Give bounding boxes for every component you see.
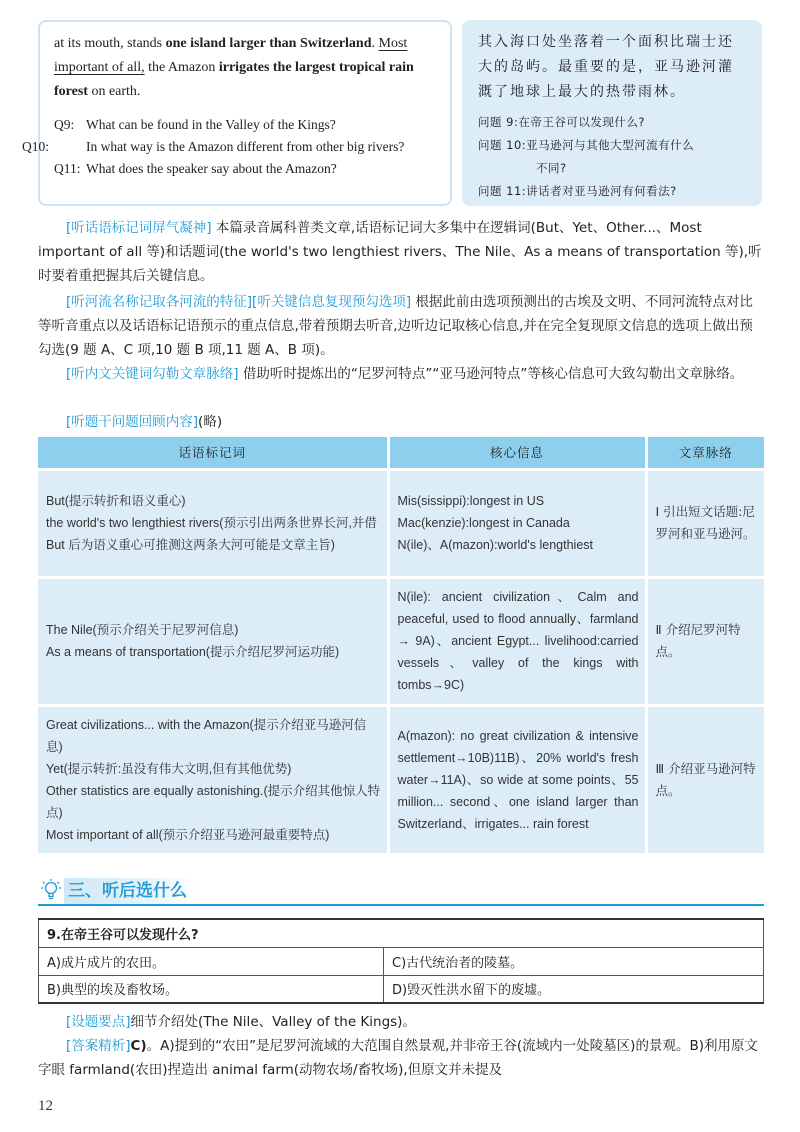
header-outline: 文章脉络 [646, 437, 764, 469]
strategy-paragraph-2: [听河流名称记取各河流的特征][听关键信息复现预勾选项] 根据此前由选项预测出的古埃及文明、不同河流特点对比等听音重点以及话语标记语预示的重点信息,带着预期去听音,边听边记取核心信息,并在完全复现原文信息的选项上做出预勾选(9 题 A、C 项,10 题 B 项,11 题 A、B 项)。 [38, 294, 753, 358]
core-cell: Mis(sissippi):longest in US Mac(kenzie):longest in Canada N(ile)、A(mazon):world's lengthiest [388, 469, 646, 577]
strategy-tag: [听关键信息复现预勾选项] [252, 294, 412, 310]
option-row [39, 975, 764, 1003]
option-b: B)典型的埃及畜牧场。 [39, 975, 384, 1003]
table-row [38, 577, 764, 705]
chinese-translation-box [462, 20, 762, 206]
transcript-paragraph: at its mouth, stands one island larger than Switzerland. Most important of all, the Amazon irrigates the largest tropical rain forest on earth. [54, 36, 414, 99]
question-q9: Q9: What can be found in the Valley of the Kings? [54, 117, 336, 132]
strategy-paragraph-3: [听内文关键词勾勒文章脉络] 借助听时提炼出的“尼罗河特点”“亚马逊河特点”等核心信息可大致勾勒出文章脉络。 [66, 366, 744, 382]
strategy-tag: [听内文关键词勾勒文章脉络] [66, 366, 239, 382]
answer-letter: C) [130, 1038, 147, 1054]
strategy-tag: [听话语标记词屏气凝神] [66, 220, 212, 236]
header-markers: 话语标记词 [38, 437, 388, 469]
analysis-tag: [设题要点] [66, 1014, 131, 1030]
table-row [38, 469, 764, 577]
question-row [39, 919, 764, 947]
strategy-paragraph-4: [听题干问题回顾内容](略) [66, 414, 223, 430]
question-text: 9.在帝王谷可以发现什么? [39, 919, 764, 947]
question-q11: Q11: What does the speaker say about the Amazon? [54, 161, 337, 176]
table-row [38, 705, 764, 853]
section-title: 三、听后选什么 [64, 878, 197, 904]
analysis-table [38, 437, 764, 853]
header-core-info: 核心信息 [388, 437, 646, 469]
translation-q10: 问题 10:亚马逊河与其他大型河流有什么 [478, 138, 695, 152]
option-c: C)古代统治者的陵墓。 [384, 947, 764, 975]
strategy-paragraph-1: [听话语标记词屏气凝神] 本篇录音属科普类文章,话语标记词大多集中在逻辑词(But、Yet、Other...、Most important of all 等)和话题词(the world's two lengthiest rivers、The Nile、As a means of transportation 等),听时要着重把握其后关键信息。 [38, 220, 762, 284]
section-header [38, 876, 764, 908]
strategy-tag: [听河流名称记取各河流的特征] [66, 294, 253, 310]
table-header-row [38, 437, 764, 469]
translation-q11: 问题 11:讲话者对亚马逊河有何看法? [478, 184, 677, 198]
question-option-table [38, 918, 764, 1004]
markers-cell: But(提示转折和语义重心) the world's two lengthiest rivers(预示引出两条世界长河,并借 But 后为语义重心可推测这两条大河可能是文章主旨) [38, 469, 388, 577]
outline-cell: Ⅰ 引出短文话题:尼罗河和亚马逊河。 [646, 469, 764, 577]
translation-paragraph: 其入海口处坐落着一个面积比瑞士还大的岛屿。最重要的是，亚马逊河灌溉了地球上最大的热带雨林。 [478, 34, 734, 100]
english-transcript-box [22, 20, 452, 206]
page-number: 12 [38, 1098, 53, 1114]
analysis-paragraph-1: [设题要点]细节介绍处(The Nile、Valley of the Kings)。 [66, 1014, 416, 1030]
outline-cell: Ⅱ 介绍尼罗河特点。 [646, 577, 764, 705]
lightbulb-icon [40, 878, 62, 902]
translation-q10-cont: 不同? [536, 161, 567, 175]
core-cell: N(ile): ancient civilization、Calm and peaceful, used to flood annually、farmland → 9A)、ancient Egypt... livelihood:carried vessels、valley of the kings with tombs→9C) [388, 577, 646, 705]
markers-cell: Great civilizations... with the Amazon(提示介绍亚马逊河信息) Yet(提示转折:虽没有伟大文明,但有其他优势) Other statistics are equally astonishing.(提示介绍其他惊人特点) Most important of all(预示介绍亚马逊河最重要特点) [38, 705, 388, 853]
outline-cell: Ⅲ 介绍亚马逊河特点。 [646, 705, 764, 853]
option-a: A)成片成片的农田。 [39, 947, 384, 975]
strategy-tag: [听题干问题回顾内容] [66, 414, 199, 430]
core-cell: A(mazon): no great civilization & intensive settlement→10B)11B)、20% world's fresh water→11A)、so wide at some points、55 million... second、one island larger than Switzerland、irrigates... rain forest [388, 705, 646, 853]
section-divider [38, 904, 764, 906]
question-q10: Q10: In what way is the Amazon different from other big rivers? [22, 139, 405, 154]
analysis-paragraph-2: [答案精析]C)。A)提到的“农田”是尼罗河流域的大范围自然景观,并非帝王谷(流域内一处陵墓区)的景观。B)利用原文字眼 farmland(农田)捏造出 animal farm(动物农场/畜牧场),但原文并未提及 [38, 1038, 758, 1078]
markers-cell: The Nile(预示介绍关于尼罗河信息) As a means of transportation(提示介绍尼罗河运功能) [38, 577, 388, 705]
translation-q9: 问题 9:在帝王谷可以发现什么? [478, 115, 645, 129]
option-row [39, 947, 764, 975]
analysis-tag: [答案精析] [66, 1038, 131, 1054]
option-d: D)毁灭性洪水留下的废墟。 [384, 975, 764, 1003]
